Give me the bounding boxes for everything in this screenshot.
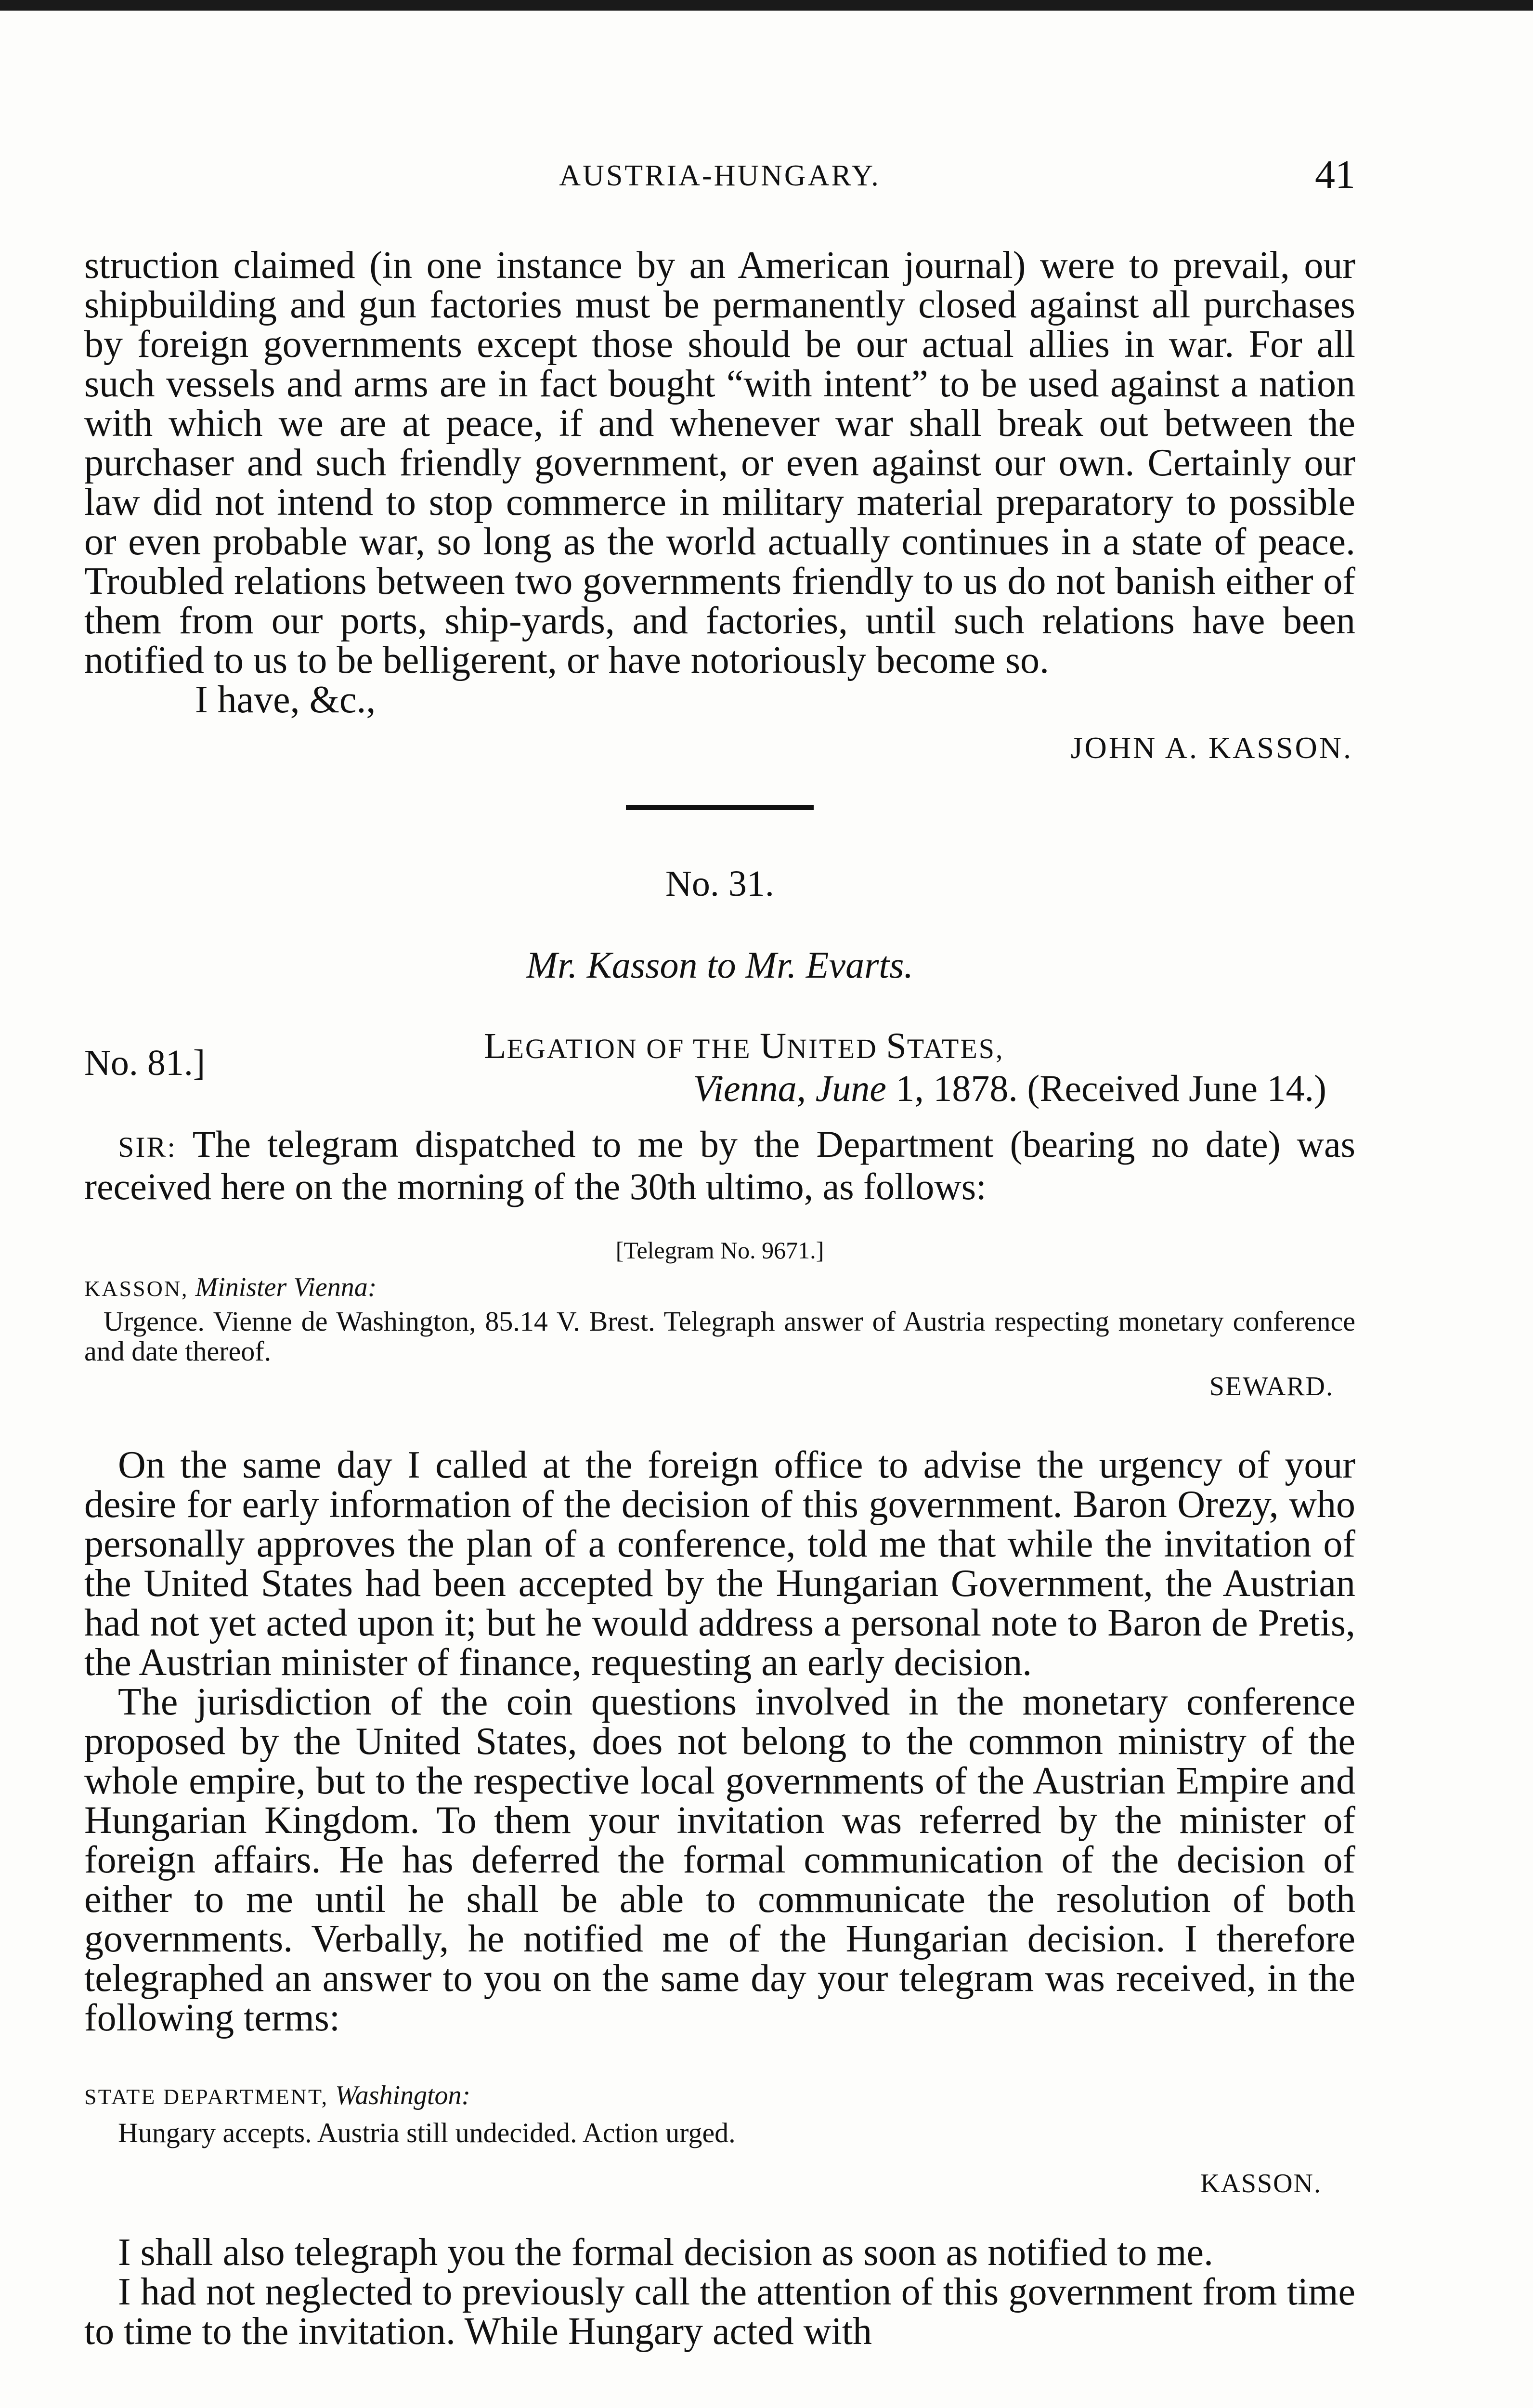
telegram-addressee: STATE DEPARTMENT, Washington:	[84, 2081, 471, 2110]
body-paragraph: The jurisdiction of the coin questions involved in the monetary conference proposed by the United States, does not belong to the common ministry of the whole empire, but to the respective local governments of the Austrian Empire and Hungarian Kingdom. To them your invitation was referred by the minister of foreign affairs. He has deferred the formal communication of the decision of either to me until he shall be able to communicate the resolution of both governments. Verbally, he notified me of the Hungarian decision. I therefore telegraphed an answer to you on the same day your telegram was received, in the following terms:	[84, 1681, 1355, 2039]
telegram-signature: SEWARD.	[1209, 1372, 1334, 1401]
telegram-signature: KASSON.	[1200, 2169, 1322, 2199]
signature: JOHN A. KASSON.	[1070, 731, 1353, 765]
dateline: Vienna, June 1, 1878. (Received June 14.)	[693, 1067, 1326, 1109]
final-paragraphs	[84, 2233, 1355, 2351]
continuation-paragraph: struction claimed (in one instance by an American journal) were to prevail, our shipbuilding and gun factories must be permanently closed against all purchases by foreign governments except those should be our actual allies in war. For all such vessels and arms are in fact bought “with intent” to be used against a nation with which we are at peace, if and whenever war shall break out between the purchaser and such friendly government, or even against our own. Certainly our law did not intend to stop commerce in military material preparatory to possible or even probable war, so long as the world actually continues in a state of peace. Troubled relations between two governments friendly to us do not banish either of them from our ports, ship-yards, and factories, until such relations have been notified to us to be belligerent, or have notoriously become so.	[84, 244, 1355, 681]
page-number: 41	[1315, 152, 1355, 197]
body-paragraph: I had not neglected to previously call the attention of this government from time to time to the invitation. While Hungary acted with	[84, 2271, 1355, 2353]
document-number: No. 31.	[665, 864, 774, 904]
body-paragraph: I shall also telegraph you the formal decision as soon as notified to me.	[118, 2231, 1213, 2274]
salutation: SIR:	[118, 1131, 177, 1163]
telegram-body: Urgence. Vienne de Washington, 85.14 V. Brest. Telegraph answer of Austria respecting monetary conference and date thereof.	[84, 1306, 1355, 1367]
page-header	[84, 152, 1355, 202]
top-border	[0, 0, 1533, 11]
legation-block	[84, 1025, 1355, 1117]
telegram-addressee: KASSON, Minister Vienna:	[84, 1272, 377, 1302]
legation-heading: LEGATION OF THE UNITED STATES,	[484, 1026, 1004, 1066]
closing-line: I have, &c.,	[195, 679, 376, 721]
despatch-number: No. 81.]	[84, 1043, 206, 1083]
telegram-body: Hungary accepts. Austria still undecided. Action urged.	[118, 2117, 736, 2148]
body-paragraph: On the same day I called at the foreign office to advise the urgency of your desire for early information of the decision of this government. Baron Orezy, who personally approves the plan of a conference, told me that while the invitation of the United States had been accepted by the Hungarian Government, the Austrian had not yet acted upon it; but he would address a personal note to Baron de Pretis, the Austrian minister of finance, requesting an early decision.	[84, 1444, 1355, 1684]
telegram-header: [Telegram No. 9671.]	[615, 1237, 824, 1264]
body-paragraphs	[84, 1445, 1355, 2038]
document-title: Mr. Kasson to Mr. Evarts.	[526, 944, 913, 986]
running-title: AUSTRIA-HUNGARY.	[559, 159, 881, 192]
opening-paragraph: SIR: The telegram dispatched to me by the Department (bearing no date) was received here on the morning of the 30th ultimo, as follows:	[84, 1123, 1355, 1207]
section-divider	[626, 805, 814, 810]
page-content	[84, 246, 1355, 2351]
